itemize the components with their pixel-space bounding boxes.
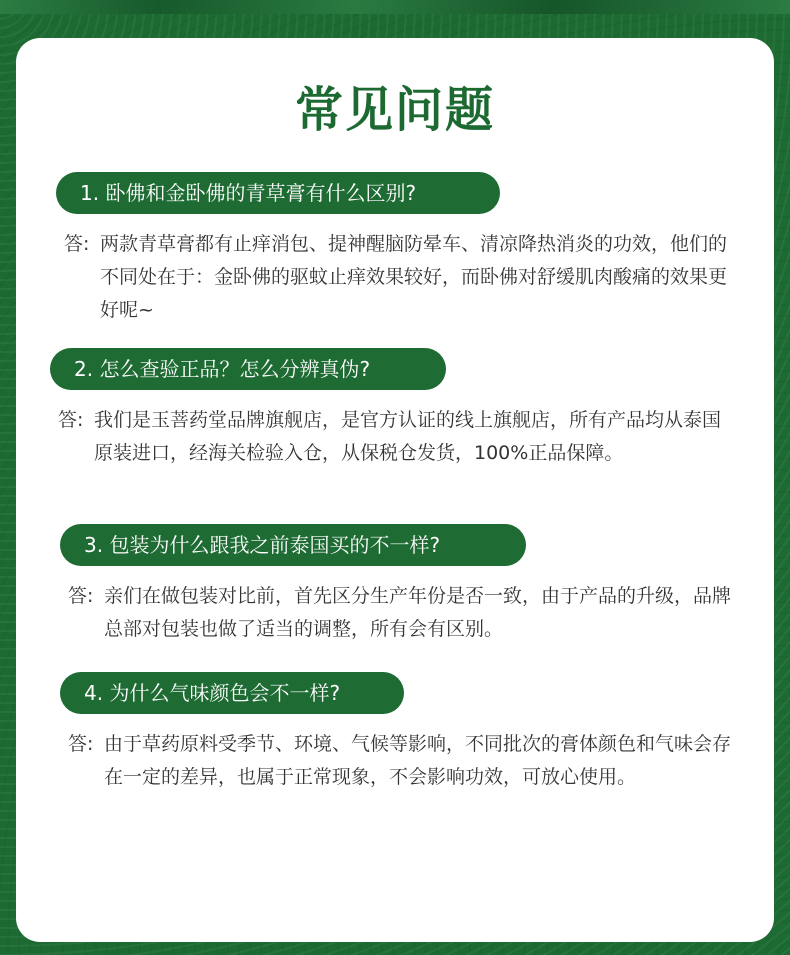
answer-label: 答: — [64, 233, 90, 255]
question-pill: 2. 怎么查验正品？怎么分辨真伪? — [50, 348, 446, 390]
faq-card — [16, 38, 774, 942]
answer-block — [68, 580, 738, 646]
answer-block — [58, 404, 728, 470]
top-decorative-strip — [0, 0, 790, 14]
answer-block — [68, 728, 738, 794]
answer-text: 由于草药原料受季节、环境、气候等影响，不同批次的膏体颜色和气味会存在一定的差异，也属于正常现象，不会影响功效，可放心使用。 — [104, 733, 732, 788]
answer-text: 我们是玉菩药堂品牌旗舰店，是官方认证的线上旗舰店，所有产品均从泰国原装进口，经海关检验入仓，从保税仓发货，100%正品保障。 — [94, 409, 722, 464]
answer-text: 两款青草膏都有止痒消包、提神醒脑防晕车、清凉降热消炎的功效，他们的不同处在于：金卧佛的驱蚊止痒效果较好，而卧佛对舒缓肌肉酸痛的效果更好呢~ — [100, 233, 728, 321]
question-pill: 4. 为什么气味颜色会不一样? — [60, 672, 404, 714]
question-pill: 3. 包装为什么跟我之前泰国买的不一样? — [60, 524, 526, 566]
answer-label: 答: — [68, 585, 94, 607]
answer-label: 答: — [68, 733, 94, 755]
question-pill: 1. 卧佛和金卧佛的青草膏有什么区别? — [56, 172, 500, 214]
page-title: 常见问题 — [294, 82, 495, 138]
answer-text: 亲们在做包装对比前，首先区分生产年份是否一致，由于产品的升级，品牌总部对包装也做了适当的调整，所有会有区别。 — [104, 585, 732, 640]
answer-block — [64, 228, 734, 327]
answer-label: 答: — [58, 409, 84, 431]
